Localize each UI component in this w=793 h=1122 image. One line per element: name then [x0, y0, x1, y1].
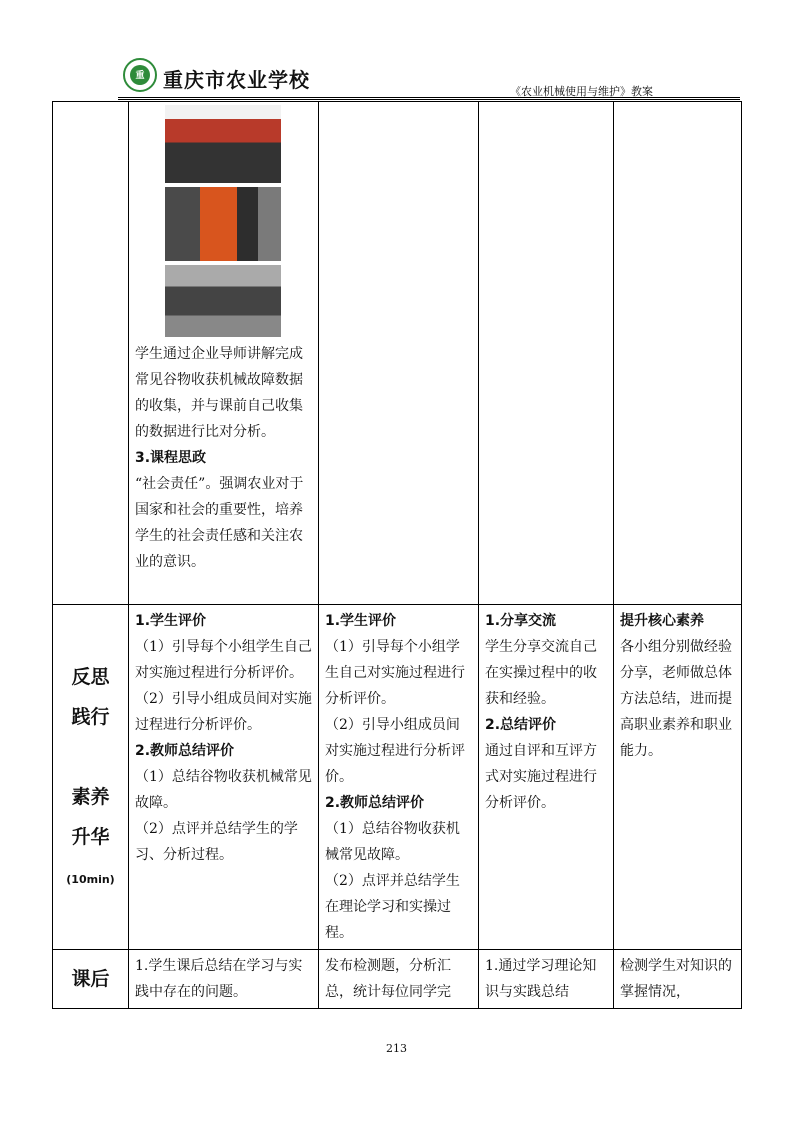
machine-part-photo [165, 265, 281, 337]
activity-cell: 1.学生评价 （1）引导每个小组学生自己对实施过程进行分析评价。 （2）引导小组成员间对实施过程进行分析评价。 2.教师总结评价 （1）总结谷物收获机械常见故障。 （2）点评并总结学生的学习、分析过程。 [129, 605, 319, 950]
tractor-photo [165, 105, 281, 183]
student-cell: 1.分享交流 学生分享交流自己在实操过程中的收获和经验。 2.总结评价 通过自评和互评方式对实施过程进行分析评价。 [479, 605, 614, 950]
harvester-repair-photo [165, 187, 281, 261]
section-label: 反思 践行 素养 升华 (10min) [53, 605, 129, 950]
table-row [53, 605, 742, 950]
page-number: 213 [386, 1042, 407, 1055]
ideology-text: “社会责任”。强调农业对于国家和社会的重要性，培养学生的社会责任感和关注农业的意识。 [135, 476, 304, 570]
activity-cell: 1.学生课后总结在学习与实践中存在的问题。 [129, 950, 319, 1009]
teacher-cell: 1.学生评价 （1）引导每个小组学生自己对实施过程进行分析评价。 （2）引导小组成员间对实施过程进行分析评价。 2.教师总结评价 （1）总结谷物收获机械常见故障。 （2）点评并总结学生在理论学习和实操过程。 [319, 605, 479, 950]
table-row [53, 102, 742, 605]
intent-cell: 检测学生对知识的掌握情况， [614, 950, 742, 1009]
student-cell [479, 102, 614, 605]
page-header [0, 0, 793, 105]
lesson-plan-table [52, 101, 742, 1009]
intent-cell [614, 102, 742, 605]
course-title: 《农业机械使用与维护》教案 [510, 85, 653, 98]
school-name: 重庆市农业学校 [163, 68, 310, 92]
header-rule-thin [118, 99, 740, 100]
school-logo: 重 [123, 58, 157, 92]
intent-cell: 提升核心素养 各小组分别做经验分享，老师做总体方法总结，进而提高职业素养和职业能力。 [614, 605, 742, 950]
student-cell: 1.通过学习理论知识与实践总结 [479, 950, 614, 1009]
section-label: 课后 [53, 950, 129, 1009]
teacher-cell: 发布检测题，分析汇总，统计每位同学完 [319, 950, 479, 1009]
table-row [53, 950, 742, 1009]
activity-text: 学生通过企业导师讲解完成常见谷物收获机械故障数据的收集，并与课前自己收集的数据进行比对分析。 [135, 346, 303, 440]
section-cell [53, 102, 129, 605]
teacher-cell [319, 102, 479, 605]
duration: (10min) [66, 873, 115, 886]
header-rule [118, 97, 740, 98]
activity-cell [129, 102, 319, 605]
ideology-heading: 3.课程思政 [135, 450, 207, 466]
